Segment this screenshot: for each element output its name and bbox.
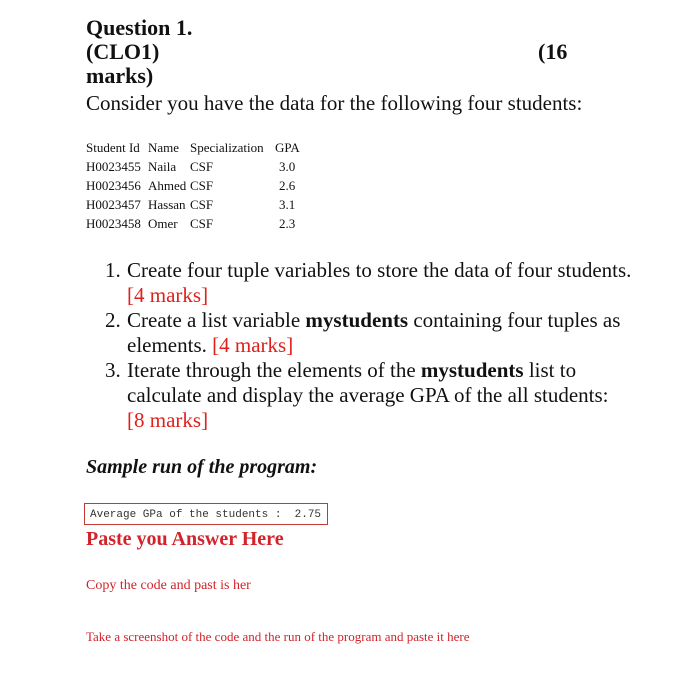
cell-student-id: H0023457 [86, 196, 141, 212]
question-marks-open: (16 [538, 39, 568, 64]
task-text-after: containing four tuples as elements. [127, 308, 621, 357]
copy-code-note: Copy the code and past is her [86, 578, 251, 593]
table-header-row [86, 138, 300, 157]
question-clo: (CLO1) [86, 39, 160, 64]
cell-specialization: CSF [190, 196, 214, 212]
cell-gpa: 3.1 [279, 196, 296, 212]
cell-student-id: H0023455 [86, 158, 141, 174]
cell-name: Omer [148, 215, 178, 231]
cell-student-id: H0023458 [86, 215, 141, 231]
screenshot-note: Take a screenshot of the code and the run of the program and paste it here [86, 629, 470, 644]
cell-gpa: 3.0 [279, 158, 296, 174]
header-gpa: GPA [275, 139, 300, 155]
header-specialization: Specialization [190, 139, 264, 155]
task-number: 3. [105, 358, 121, 382]
cell-name: Ahmed [148, 177, 187, 193]
table-row [86, 157, 300, 176]
table-row [86, 176, 300, 195]
header-student-id: Student Id [86, 139, 140, 155]
sample-run-heading: Sample run of the program: [86, 456, 318, 478]
task-number: 1. [105, 258, 121, 282]
students-table [86, 138, 300, 233]
table-row [86, 195, 300, 214]
task-marks: [8 marks] [127, 408, 209, 432]
task-text: Create a list variable [127, 308, 301, 332]
cell-gpa: 2.6 [279, 177, 296, 193]
task-keyword: mystudents [420, 358, 524, 382]
list-item [105, 358, 645, 433]
cell-specialization: CSF [190, 177, 214, 193]
task-marks: [4 marks] [127, 283, 209, 307]
task-text-after: list to calculate and display the average GPA of the all students: [127, 358, 609, 407]
table-row [86, 214, 300, 233]
header-name: Name [148, 139, 180, 155]
cell-student-id: H0023456 [86, 177, 141, 193]
cell-name: Hassan [148, 196, 186, 212]
cell-gpa: 2.3 [279, 215, 296, 231]
answer-heading: Paste you Answer Here [86, 528, 284, 550]
task-keyword: mystudents [305, 308, 409, 332]
question-marks-close: marks) [86, 63, 154, 88]
question-title: Question 1. [86, 15, 193, 40]
task-list [105, 258, 645, 433]
task-marks: [4 marks] [212, 333, 294, 357]
task-text: Create four tuple variables to store the data of four students. [127, 258, 632, 282]
cell-specialization: CSF [190, 158, 214, 174]
cell-specialization: CSF [190, 215, 214, 231]
list-item [105, 258, 645, 308]
list-item [105, 308, 645, 358]
question-intro: Consider you have the data for the following four students: [86, 91, 583, 115]
task-number: 2. [105, 308, 121, 332]
sample-output-box: Average GPa of the students : 2.75 [84, 503, 328, 525]
task-text: Iterate through the elements of the [127, 358, 416, 382]
cell-name: Naila [148, 158, 177, 174]
